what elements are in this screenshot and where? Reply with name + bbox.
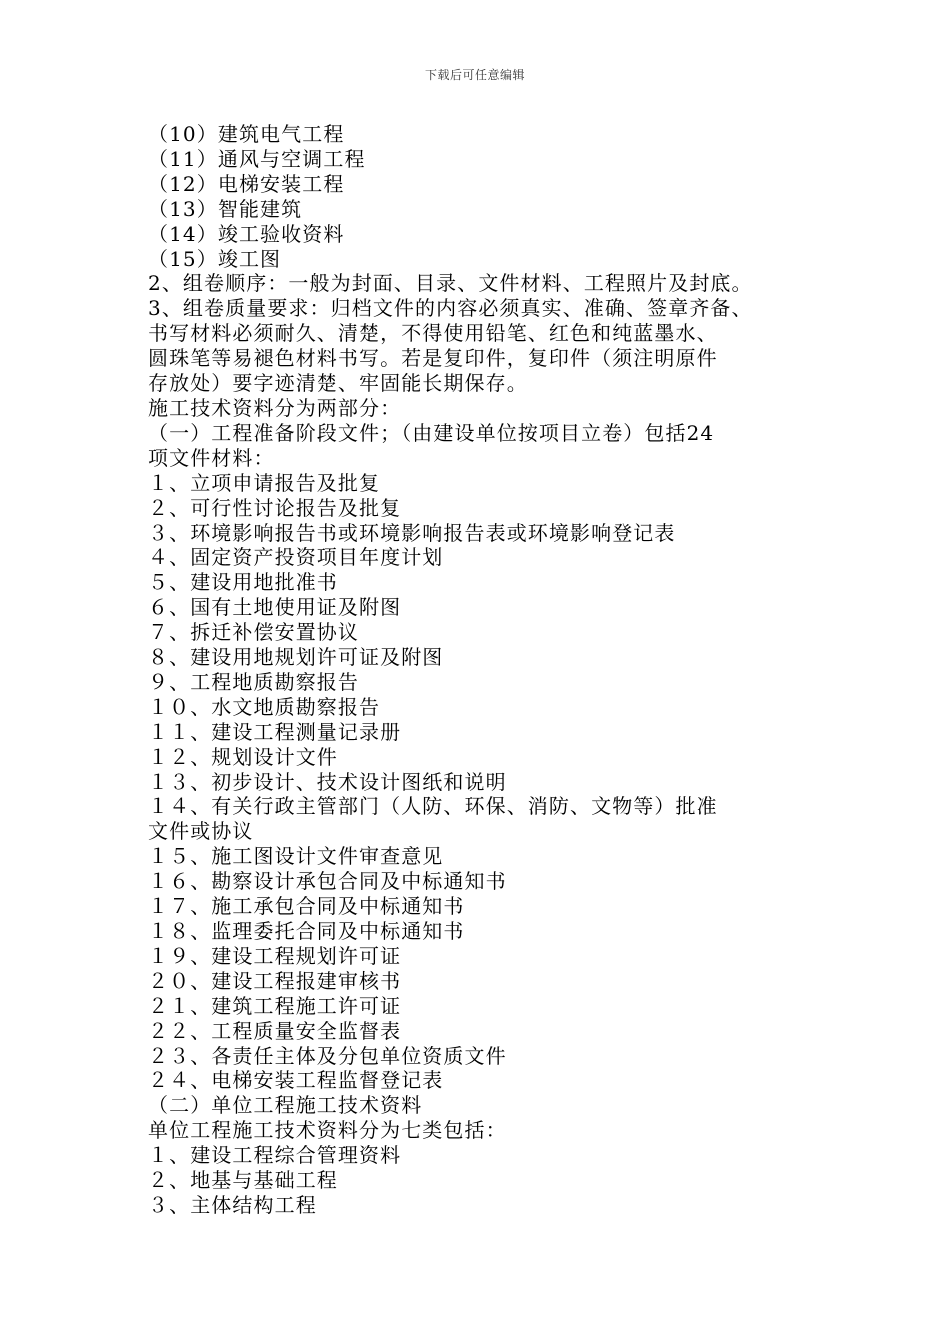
text-line: １０、水文地质勘察报告 — [148, 694, 381, 719]
text-line: （13）智能建筑 — [148, 196, 303, 221]
text-line: 2、组卷顺序：一般为封面、目录、文件材料、工程照片及封底。 — [148, 271, 753, 296]
text-line: ６、国有土地使用证及附图 — [148, 595, 402, 620]
text-line: ２４、电梯安装工程监督登记表 — [148, 1068, 444, 1093]
text-line: 施工技术资料分为两部分： — [148, 395, 402, 420]
text-line: ２３、各责任主体及分包单位资质文件 — [148, 1043, 507, 1068]
text-line: ２、可行性讨论报告及批复 — [148, 495, 402, 520]
text-line: ２１、建筑工程施工许可证 — [148, 993, 402, 1018]
text-line: １８、监理委托合同及中标通知书 — [148, 919, 465, 943]
text-line: 书写材料必须耐久、清楚，不得使用铅笔、红色和纯蓝墨水、 — [148, 321, 718, 346]
page-header: 下载后可任意编辑 — [424, 68, 525, 82]
text-line: １９、建设工程规划许可证 — [148, 943, 402, 968]
text-line: （二）单位工程施工技术资料 — [148, 1093, 423, 1118]
text-line: 3、组卷质量要求：归档文件的内容必须真实、准确、签章齐备、 — [148, 296, 753, 321]
text-line: １、建设工程综合管理资料 — [148, 1143, 402, 1168]
text-line: ３、主体结构工程 — [148, 1192, 317, 1217]
text-line: １１、建设工程测量记录册 — [148, 719, 402, 744]
text-line: （15）竣工图 — [148, 246, 282, 271]
text-line: ４、固定资产投资项目年度计划 — [148, 545, 444, 570]
text-line: （14）竣工验收资料 — [148, 221, 345, 246]
text-line: （12）电梯安装工程 — [148, 171, 345, 196]
text-line: （一）工程准备阶段文件；（由建设单位按项目立卷）包括24 — [148, 420, 715, 445]
text-line: ３、环境影响报告书或环境影响报告表或环境影响登记表 — [148, 520, 676, 545]
text-line: ５、建设用地批准书 — [148, 570, 338, 595]
text-line: 项文件材料： — [148, 445, 275, 470]
text-line: 圆珠笔等易褪色材料书写。若是复印件，复印件（须注明原件 — [148, 346, 718, 371]
text-line: １４、有关行政主管部门（人防、环保、消防、文物等）批准 — [148, 794, 718, 819]
text-line: ９、工程地质勘察报告 — [148, 669, 359, 694]
text-line: ２、地基与基础工程 — [148, 1168, 338, 1193]
text-line: １５、施工图设计文件审查意见 — [148, 844, 444, 869]
text-line: ８、建设用地规划许可证及附图 — [148, 645, 444, 670]
text-line: （11）通风与空调工程 — [148, 146, 366, 171]
text-line: １２、规划设计文件 — [148, 744, 338, 769]
text-line: １、立项申请报告及批复 — [148, 470, 381, 495]
text-line: 单位工程施工技术资料分为七类包括： — [148, 1118, 507, 1143]
text-line: 文件或协议 — [148, 819, 254, 844]
document-body — [148, 122, 838, 1218]
text-line: （10）建筑电气工程 — [148, 122, 345, 146]
text-line: １７、施工承包合同及中标通知书 — [148, 894, 465, 919]
text-line: 存放处）要字迹清楚、牢固能长期保存。 — [148, 371, 528, 396]
text-line: ２２、工程质量安全监督表 — [148, 1018, 402, 1043]
text-line: １６、勘察设计承包合同及中标通知书 — [148, 869, 507, 894]
text-line: １３、初步设计、技术设计图纸和说明 — [148, 769, 507, 794]
text-line: ７、拆迁补偿安置协议 — [148, 620, 359, 645]
text-line: ２０、建设工程报建审核书 — [148, 968, 402, 993]
